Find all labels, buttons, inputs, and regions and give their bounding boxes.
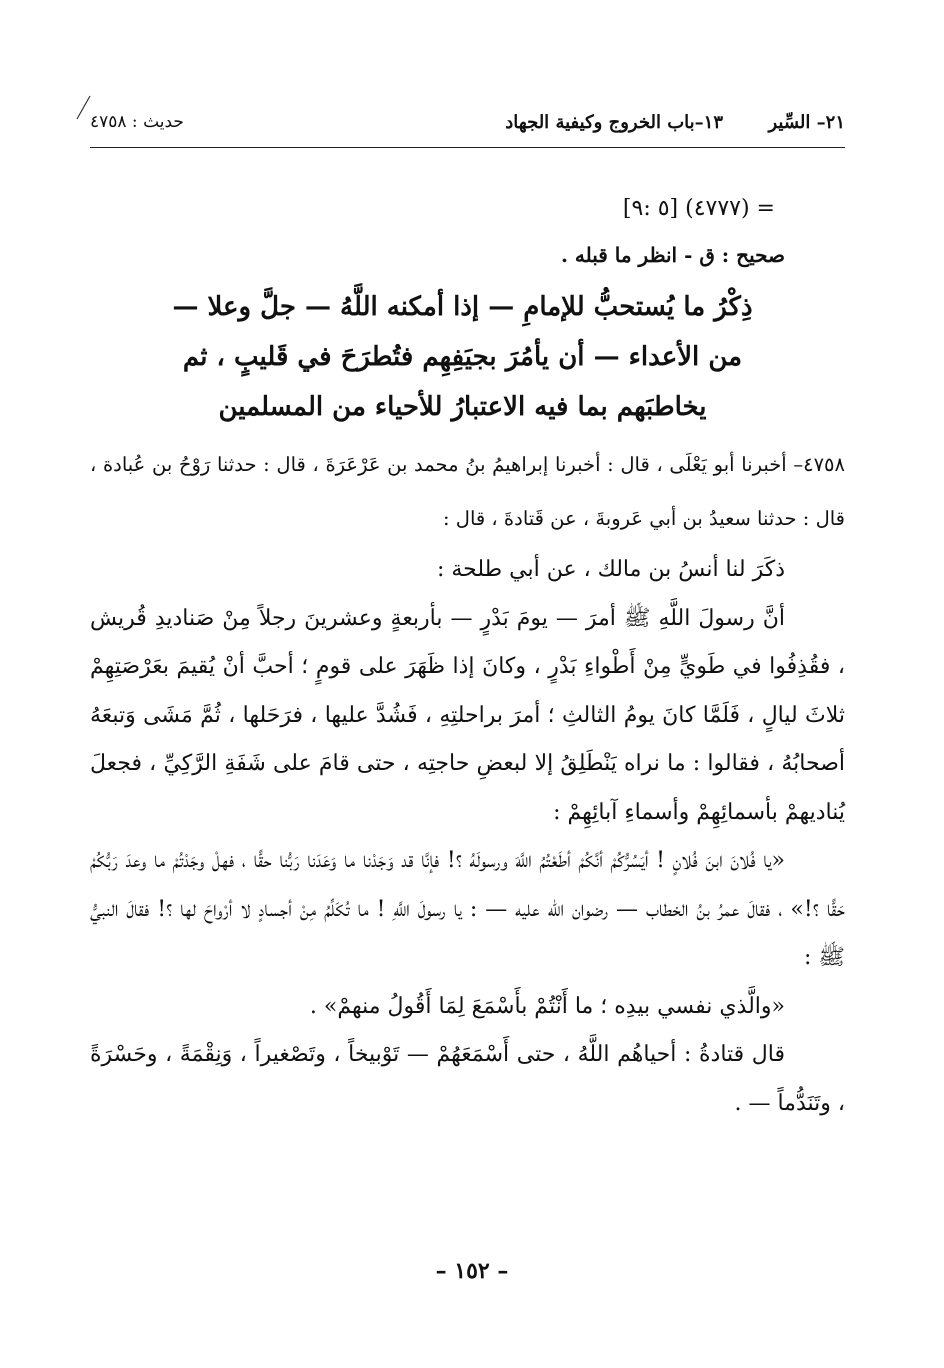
cross-reference: = (٤٧٧٧) [٥ :٩] <box>622 196 775 221</box>
chapter-heading-line-1: ذِكْرُ ما يُستحبُّ للإمامِ — إذا أمكنه اللَّهُ — جلَّ وعلا — <box>172 292 753 322</box>
chapter-heading-line-3: يخاطبَهم بما فيه الاعتبارُ للأحياء من المسلمين <box>218 392 707 422</box>
chapter-heading <box>90 282 845 432</box>
hadith-paragraph-1: أنَّ رسولَ اللَّهِ ﷺ أمرَ — يومَ بَدْرٍ — بأربعةٍ وعشرينَ رجلاً مِنْ صَناديدِ قُريش ، فقُذِفُوا في طَويٍّ مِنْ أَطْواءِ بَدْرٍ ، وكانَ إذا ظَهَرَ على قومٍ ؛ أحبَّ أنْ يُقيمَ بعَرْصَتِهِمْ ثلاثَ ليالٍ ، فَلَمَّا كانَ يومُ الثالثِ ؛ أمرَ براحلتِهِ ، فَشُدَّ عليها ، فرَحَلها ، ثُمَّ مَشَى وَتبعَهُ أصحابُهُ ، فقالوا : ما نراه يَنْطَلِقُ إلا لبعضِ حاجتِه ، حتى قامَ على شَفَةِ الرَّكِيِّ ، فجعلَ يُناديهمْ بأسمائِهِمْ وأسماءِ آبائِهِمْ : <box>90 605 845 825</box>
header-hadith-number: حديث : ٤٧٥٨ <box>90 112 184 132</box>
narrator-line: ذكَرَ لنا أنسُ بن مالك ، عن أبي طلحة : <box>436 557 785 582</box>
hadith-paragraph-3: «والَّذي نفسي بيدِه ؛ ما أَنْتُمْ بأَسْمَعَ لِمَا أَقُولُ منهمْ» . <box>309 993 785 1019</box>
hadith-grading: صحيح : ق - انظر ما قبله . <box>560 243 785 267</box>
page-number: – ١٥٢ – <box>435 1258 509 1284</box>
page-content <box>90 190 845 1128</box>
hadith-paragraph-2: «يا فُلانَ ابنَ فُلانٍ ! أيَسُرُّكُمْ أنَّكُمْ أطَعْتُمُ اللَّهَ ورسولَهُ ؟! فإنَّا قد وَجَدْنا ما وَعَدَنا رَبُّنا حقًّا ، فهلْ وجَدْتُمْ ما وعدَ رَبُّكُمْ حَقًّا ؟!» ، فقالَ عمرُ بنُ الخطاب — رضوان اللّه عليه — : يا رسولَ اللَّهِ ! ما تُكَلِّمُ مِنْ أجسادٍ لا أرْواحَ لها ؟! فقالَ النبيُّ ﷺ : <box>90 848 845 970</box>
chapter-heading-line-2: من الأعداء — أن يأمُرَ بجيَفِهِم فتُطرَحَ في قَليبٍ ، ثم <box>182 342 743 372</box>
header-divider <box>90 147 845 148</box>
header-chapter-title: ١٣–باب الخروج وكيفية الجهاد <box>505 112 723 133</box>
hadith-paragraph-4: قال قتادةُ : أحياهُم اللَّهُ ، حتى أَسْمَعَهُمْ — تَوْبيخاً ، وتَصْغيراً ، وَنِقْمَةً ، وحَسْرَةً ، وتَنَدُّماً — . <box>90 1042 845 1116</box>
isnad-paragraph: ٤٧٥٨– أخبرنا أبو يَعْلَى ، قال : أخبرنا إبراهيمُ بنُ محمد بن عَرْعَرَةَ ، قال : حدثنا رَوْحُ بن عُبادة ، قال : حدثنا سعيدُ بن أبي عَروبةَ ، عن قَتادةَ ، قال : <box>90 453 845 530</box>
running-header <box>90 112 845 146</box>
header-book-section: ٢١– السِّير <box>768 112 845 133</box>
